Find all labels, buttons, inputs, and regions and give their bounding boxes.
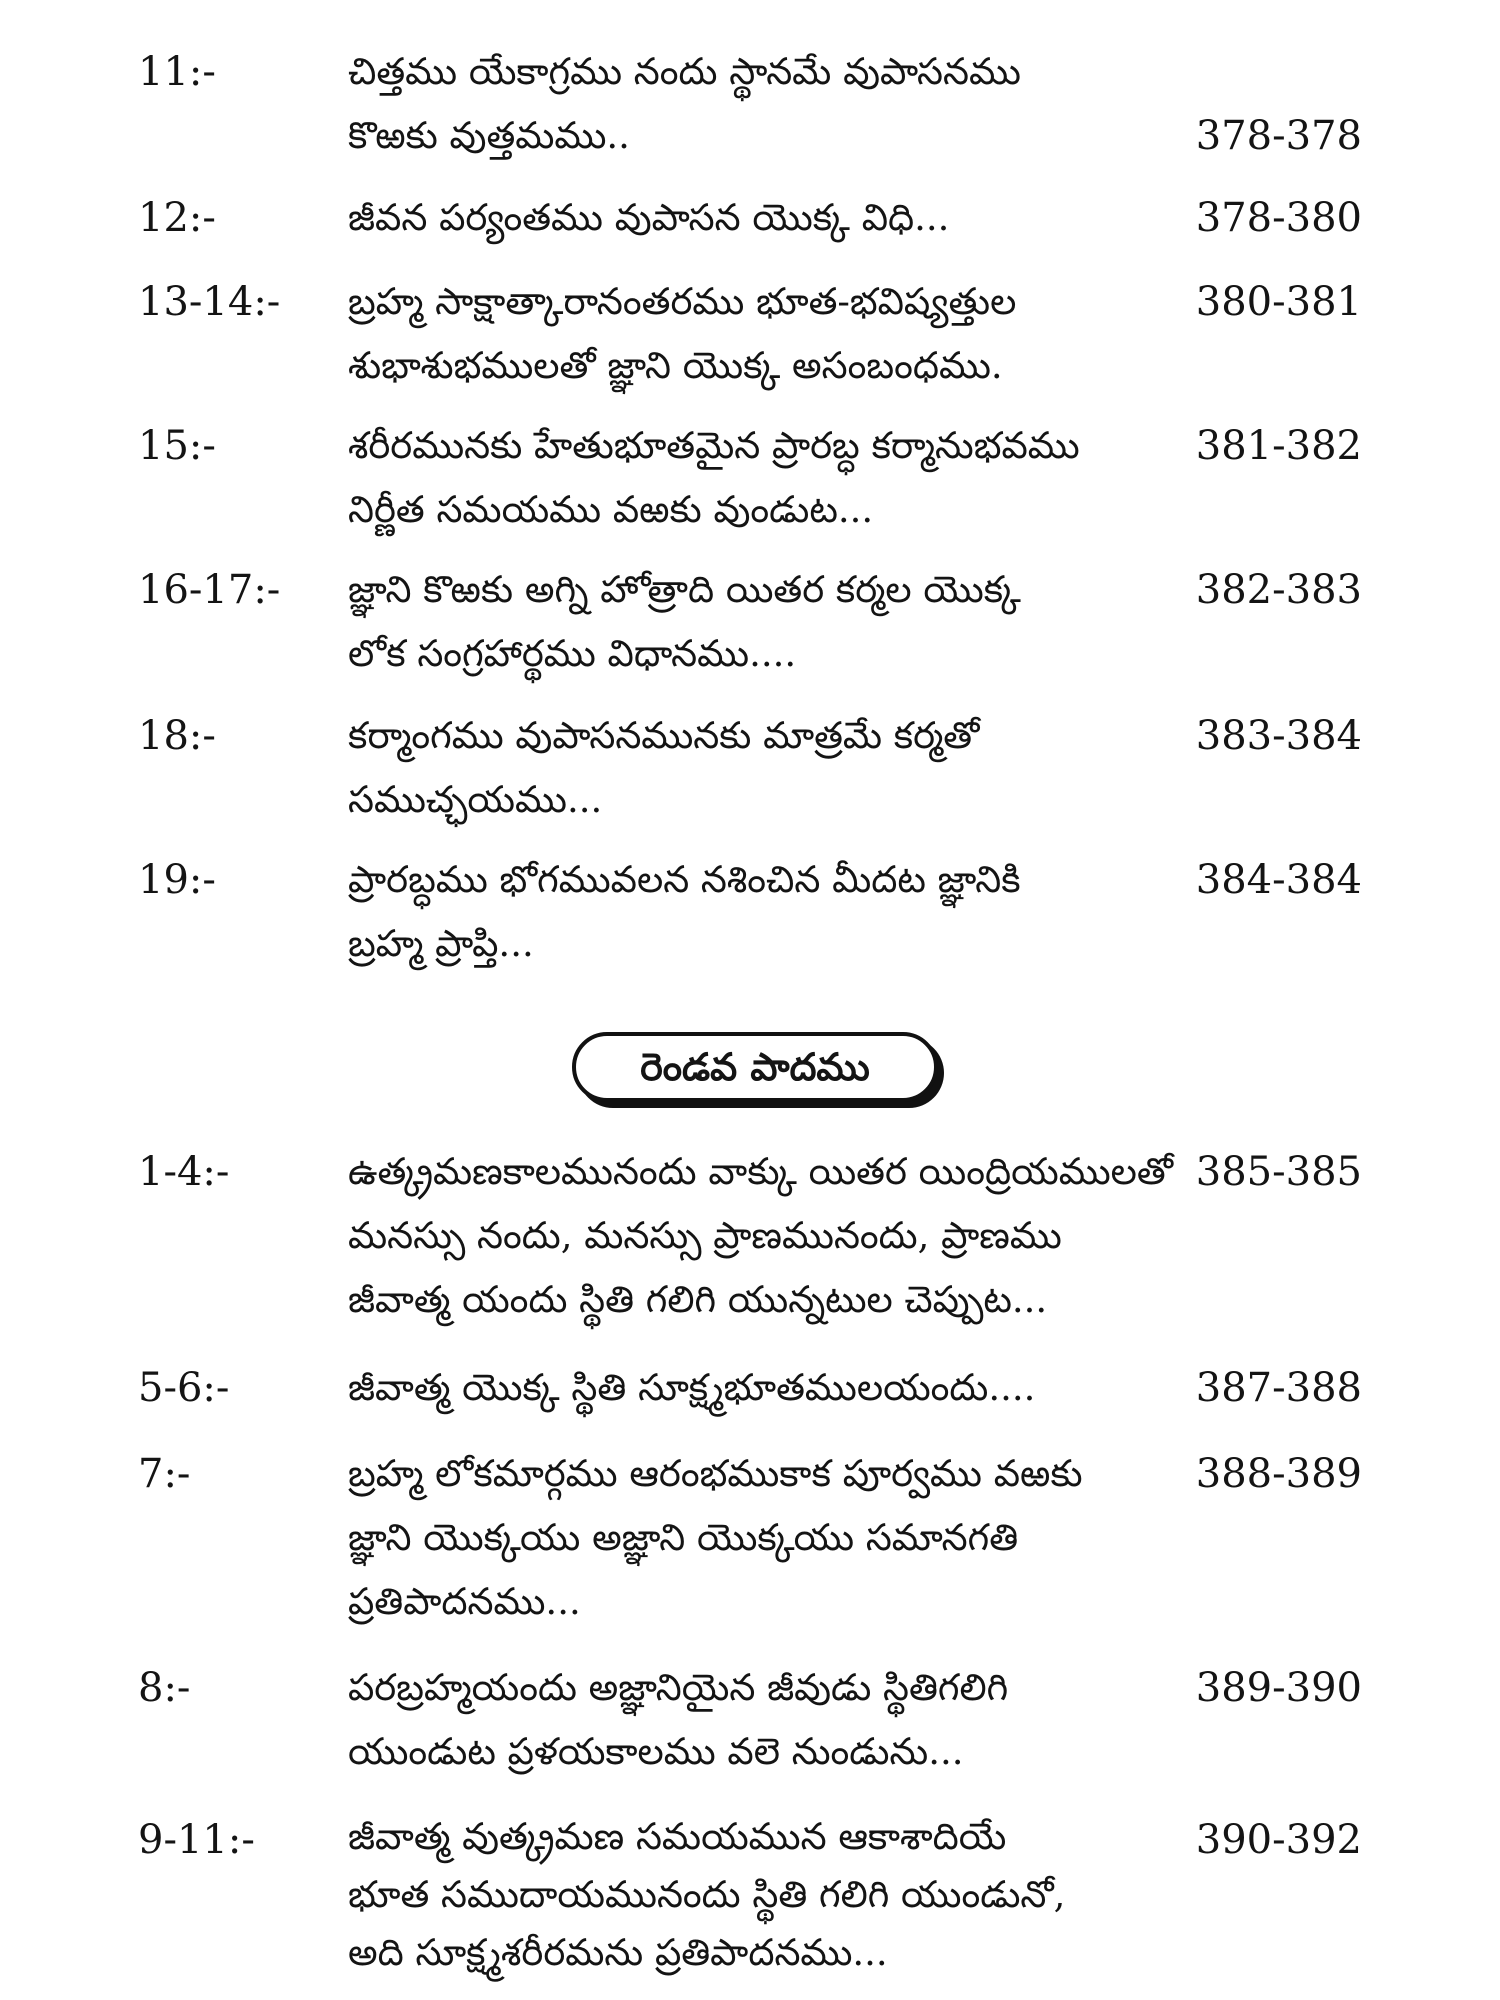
page-range: 389-390	[1195, 1665, 1362, 1711]
entry-description	[348, 1442, 1198, 1634]
sutra-number: 12:-	[138, 195, 216, 241]
section-heading: రెండవ పాదము	[572, 1032, 938, 1102]
sutra-number: 16-17:-	[138, 567, 281, 613]
page-range: 384-384	[1195, 857, 1362, 903]
section-heading-area	[0, 1032, 1500, 1122]
page-range: 383-384	[1195, 713, 1362, 759]
description-line: జ్ఞాని యొక్కయు అజ్ఞాని యొక్కయు సమానగతి	[348, 1516, 1019, 1559]
description-line: మనస్సు నందు, మనస్సు ప్రాణమునందు, ప్రాణము	[348, 1214, 1062, 1257]
description-line: ప్రతిపాదనము...	[348, 1580, 581, 1623]
sutra-number: 15:-	[138, 423, 216, 469]
description-line: శుభాశుభములతో జ్ఞాని యొక్క అసంబంధము.	[348, 344, 1003, 387]
description-line: జీవాత్మ యందు స్థితి గలిగి యున్నటుల చెప్పుట...	[348, 1278, 1048, 1321]
sutra-number: 7:-	[138, 1451, 191, 1497]
description-line: చిత్తము యేకాగ్రము నందు స్థానమే వుపాసనము	[348, 50, 1021, 93]
description-line: బ్రహ్మ లోకమార్గము ఆరంభముకాక పూర్వము వఱకు	[348, 1452, 1083, 1495]
description-line: సముచ్ఛయము...	[348, 778, 603, 821]
entry-description	[348, 704, 1198, 832]
entry-description	[348, 414, 1198, 542]
entry-description	[348, 1808, 1198, 1982]
entry-description	[348, 558, 1198, 686]
page-range: 388-389	[1195, 1451, 1362, 1497]
page-range: 390-392	[1195, 1817, 1362, 1863]
sutra-number: 5-6:-	[138, 1365, 230, 1411]
description-line: కొఱకు వుత్తమము..	[348, 114, 630, 157]
description-line: అది సూక్ష్మశరీరమను ప్రతిపాదనము...	[348, 1931, 888, 1974]
description-line: జీవన పర్యంతము వుపాసన యొక్క విధి...	[348, 196, 950, 239]
page-range: 387-388	[1195, 1365, 1362, 1411]
entry-description	[348, 848, 1198, 976]
sutra-number: 11:-	[138, 49, 216, 95]
page-range: 378-380	[1195, 195, 1362, 241]
entry-description	[348, 1656, 1198, 1784]
description-line: యుండుట ప్రళయకాలము వలె నుండును...	[348, 1730, 964, 1773]
description-line: కర్మాంగము వుపాసనమునకు మాత్రమే కర్మతో	[348, 714, 980, 757]
description-line: ప్రారబ్ధము భోగమువలన నశించిన మీదట జ్ఞానికి	[348, 858, 1021, 901]
sutra-number: 1-4:-	[138, 1149, 230, 1195]
description-line: భూత సముదాయమునందు స్థితి గలిగి యుండునో,	[348, 1873, 1066, 1916]
sutra-number: 8:-	[138, 1665, 191, 1711]
page-range: 382-383	[1195, 567, 1362, 613]
entry-description	[348, 1356, 1198, 1420]
page-range: 381-382	[1195, 423, 1362, 469]
description-line: జీవాత్మ యొక్క స్థితి సూక్ష్మభూతములయందు....	[348, 1366, 1036, 1409]
description-line: బ్రహ్మ సాక్షాత్కారానంతరము భూత-భవిష్యత్తుల	[348, 280, 1017, 323]
entry-description	[348, 40, 1198, 168]
description-line: బ్రహ్మ ప్రాప్తి...	[348, 922, 534, 965]
sutra-number: 18:-	[138, 713, 216, 759]
description-line: ఉత్క్రమణకాలమునందు వాక్కు యితర యింద్రియములతో	[348, 1150, 1174, 1193]
entry-description	[348, 186, 1198, 250]
description-line: శరీరమునకు హేతుభూతమైన ప్రారబ్ధ కర్మానుభవము	[348, 424, 1080, 467]
description-line: పరబ్రహ్మయందు అజ్ఞానియైన జీవుడు స్థితిగలిగి	[348, 1666, 1009, 1709]
page-range: 385-385	[1195, 1149, 1362, 1195]
page-range: 380-381	[1195, 279, 1362, 325]
entry-description	[348, 1140, 1198, 1332]
description-line: జ్ఞాని కొఱకు అగ్ని హోత్రాది యితర కర్మల యొక్క	[348, 568, 1021, 611]
description-line: నిర్ణీత సమయము వఱకు వుండుట...	[348, 488, 874, 531]
sutra-number: 9-11:-	[138, 1817, 255, 1863]
page-range: 378-378	[1195, 113, 1362, 159]
sutra-number: 13-14:-	[138, 279, 281, 325]
description-line: లోక సంగ్రహార్థము విధానము....	[348, 632, 797, 675]
entry-description	[348, 270, 1198, 398]
description-line: జీవాత్మ వుత్క్రమణ సమయమున ఆకాశాదియే	[348, 1815, 1007, 1858]
sutra-number: 19:-	[138, 857, 216, 903]
